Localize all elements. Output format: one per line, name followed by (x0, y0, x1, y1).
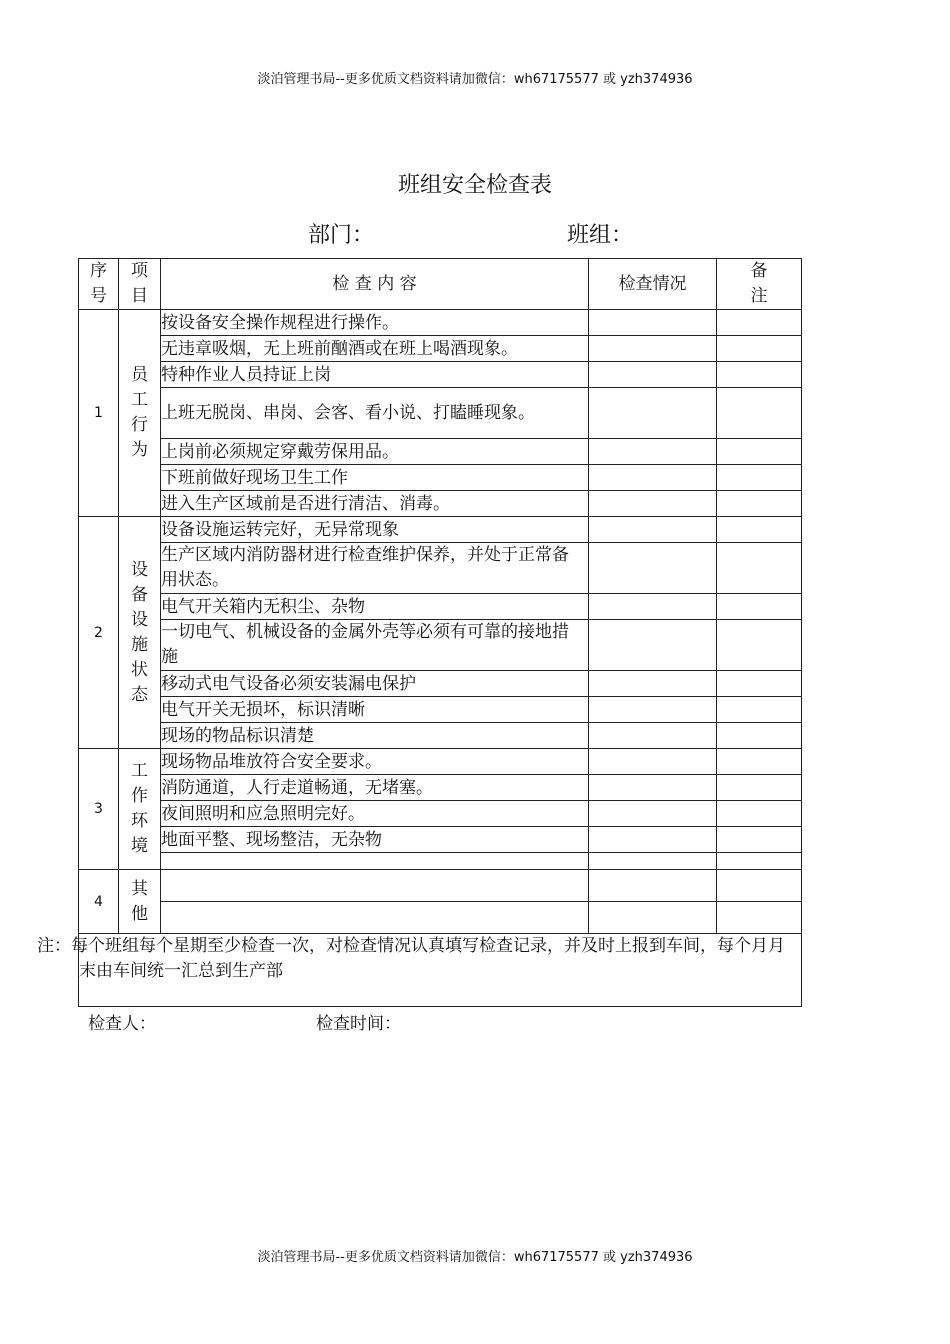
table-row (79, 870, 802, 902)
category-char: 行 (131, 415, 148, 435)
blank-item[interactable] (161, 870, 589, 902)
status-cell[interactable] (589, 870, 717, 902)
inspection-time-label: 检查时间： (316, 1014, 401, 1034)
check-item: 移动式电气设备必须安装漏电保护 (161, 671, 589, 697)
header-seq-line2: 号 (90, 286, 107, 306)
remark-cell[interactable] (717, 362, 802, 388)
check-item: 特种作业人员持证上岗 (161, 362, 589, 388)
safety-check-table (37, 258, 802, 1007)
check-item: 现场物品堆放符合安全要求。 (161, 749, 589, 775)
status-cell[interactable] (589, 775, 717, 801)
inspector-label: 检查人： (88, 1014, 156, 1034)
section-4-seq: 4 (79, 870, 119, 934)
document-title: 班组安全检查表 (397, 173, 552, 198)
table-row (79, 902, 802, 934)
category-char: 状 (131, 659, 148, 680)
remark-cell[interactable] (717, 827, 802, 853)
check-item: 设备设施运转完好，无异常现象 (161, 517, 589, 543)
status-cell[interactable] (589, 697, 717, 723)
remark-cell[interactable] (717, 697, 802, 723)
header-seq (79, 259, 119, 310)
table-header-row (79, 259, 802, 310)
status-cell[interactable] (589, 362, 717, 388)
check-item: 下班前做好现场卫生工作 (161, 465, 589, 491)
header-seq-line1: 序 (90, 261, 107, 281)
table-row (79, 465, 802, 491)
remark-cell[interactable] (717, 620, 802, 671)
table-row (79, 388, 802, 439)
header-status: 检查情况 (589, 259, 717, 310)
table-row (79, 439, 802, 465)
check-item: 现场的物品标识清楚 (161, 723, 589, 749)
team-label: 班组： (567, 223, 634, 248)
department-label: 部门： (308, 223, 375, 248)
table-row (79, 517, 802, 543)
blank-item[interactable] (161, 853, 589, 870)
status-cell[interactable] (589, 801, 717, 827)
remark-cell[interactable] (717, 775, 802, 801)
check-item: 上岗前必须规定穿戴劳保用品。 (161, 439, 589, 465)
status-cell[interactable] (589, 620, 717, 671)
category-char: 设 (131, 609, 148, 630)
check-item: 消防通道，人行走道畅通，无堵塞。 (161, 775, 589, 801)
remark-cell[interactable] (717, 723, 802, 749)
category-char: 作 (131, 786, 148, 806)
section-1-seq: 1 (79, 310, 119, 517)
header-remark-line2: 注 (750, 286, 768, 306)
section-2-seq: 2 (79, 517, 119, 749)
remark-cell[interactable] (717, 465, 802, 491)
remark-cell[interactable] (717, 853, 802, 870)
check-item: 地面平整、现场整洁，无杂物 (161, 827, 589, 853)
footer-watermark: 淡泊管理书局--更多优质文档资料请加微信：wh67175577 或 yzh374936 (257, 1250, 693, 1265)
remark-cell[interactable] (717, 336, 802, 362)
category-char: 他 (131, 903, 148, 924)
status-cell[interactable] (589, 902, 717, 934)
category-char: 其 (131, 878, 148, 899)
remark-cell[interactable] (717, 671, 802, 697)
remark-cell[interactable] (717, 749, 802, 775)
section-2-category (119, 517, 161, 749)
table-row (79, 697, 802, 723)
status-cell[interactable] (589, 336, 717, 362)
header-watermark: 淡泊管理书局--更多优质文档资料请加微信：wh67175577 或 yzh374936 (257, 72, 693, 87)
category-char: 工 (131, 761, 148, 781)
check-item: 上班无脱岗、串岗、会客、看小说、打瞌睡现象。 (161, 388, 589, 439)
section-1-category (119, 310, 161, 517)
status-cell[interactable] (589, 827, 717, 853)
category-char: 员 (131, 365, 148, 385)
blank-item[interactable] (161, 902, 589, 934)
note-text: 注：每个班组每个星期至少检查一次，对检查情况认真填写检查记录，并及时上报到车间，每个月月末由车间统一汇总到生产部 (79, 934, 802, 1007)
status-cell[interactable] (589, 465, 717, 491)
status-cell[interactable] (589, 388, 717, 439)
header-remark (717, 259, 802, 310)
category-char: 态 (131, 684, 148, 705)
check-item: 生产区域内消防器材进行检查维护保养，并处于正常备用状态。 (161, 543, 589, 594)
category-char: 为 (131, 440, 148, 460)
table-row (79, 801, 802, 827)
category-char: 工 (131, 390, 148, 410)
status-cell[interactable] (589, 543, 717, 594)
table-row (79, 620, 802, 671)
status-cell[interactable] (589, 671, 717, 697)
table-row (79, 853, 802, 870)
header-content: 检 查 内 容 (161, 259, 589, 310)
remark-cell[interactable] (717, 439, 802, 465)
table-row (79, 775, 802, 801)
header-remark-line1: 备 (750, 261, 768, 281)
table-row (79, 310, 802, 336)
status-cell[interactable] (589, 517, 717, 543)
table-row (79, 749, 802, 775)
check-item: 进入生产区域前是否进行清洁、消毒。 (161, 491, 589, 517)
check-item: 夜间照明和应急照明完好。 (161, 801, 589, 827)
table-row (79, 723, 802, 749)
status-cell[interactable] (589, 723, 717, 749)
check-item: 一切电气、机械设备的金属外壳等必须有可靠的接地措施 (161, 620, 589, 671)
section-3-seq: 3 (79, 749, 119, 870)
remark-cell[interactable] (717, 388, 802, 439)
remark-cell[interactable] (717, 870, 802, 902)
remark-cell[interactable] (717, 594, 802, 620)
check-item: 无违章吸烟，无上班前酗酒或在班上喝酒现象。 (161, 336, 589, 362)
check-item: 电气开关箱内无积尘、杂物 (161, 594, 589, 620)
status-cell[interactable] (589, 310, 717, 336)
category-char: 施 (131, 634, 148, 655)
remark-cell[interactable] (717, 517, 802, 543)
category-char: 环 (131, 811, 148, 831)
table-row (79, 362, 802, 388)
remark-cell[interactable] (717, 543, 802, 594)
header-category-line2: 目 (131, 286, 148, 306)
table-row (79, 671, 802, 697)
status-cell[interactable] (589, 853, 717, 870)
remark-cell[interactable] (717, 801, 802, 827)
category-char: 境 (131, 836, 148, 856)
status-cell[interactable] (589, 594, 717, 620)
remark-cell[interactable] (717, 902, 802, 934)
remark-cell[interactable] (717, 491, 802, 517)
table-row (79, 827, 802, 853)
check-item: 电气开关无损坏，标识清晰 (161, 697, 589, 723)
section-4-category (119, 870, 161, 934)
status-cell[interactable] (589, 491, 717, 517)
status-cell[interactable] (589, 749, 717, 775)
status-cell[interactable] (589, 439, 717, 465)
table-row (79, 491, 802, 517)
table-row (79, 594, 802, 620)
header-category (119, 259, 161, 310)
header-category-line1: 项 (131, 261, 148, 281)
category-char: 备 (131, 584, 148, 605)
category-char: 设 (131, 559, 148, 580)
section-3-category (119, 749, 161, 870)
table-row (79, 543, 802, 594)
note-row (79, 934, 802, 1007)
check-item: 按设备安全操作规程进行操作。 (161, 310, 589, 336)
table-row (79, 336, 802, 362)
remark-cell[interactable] (717, 310, 802, 336)
